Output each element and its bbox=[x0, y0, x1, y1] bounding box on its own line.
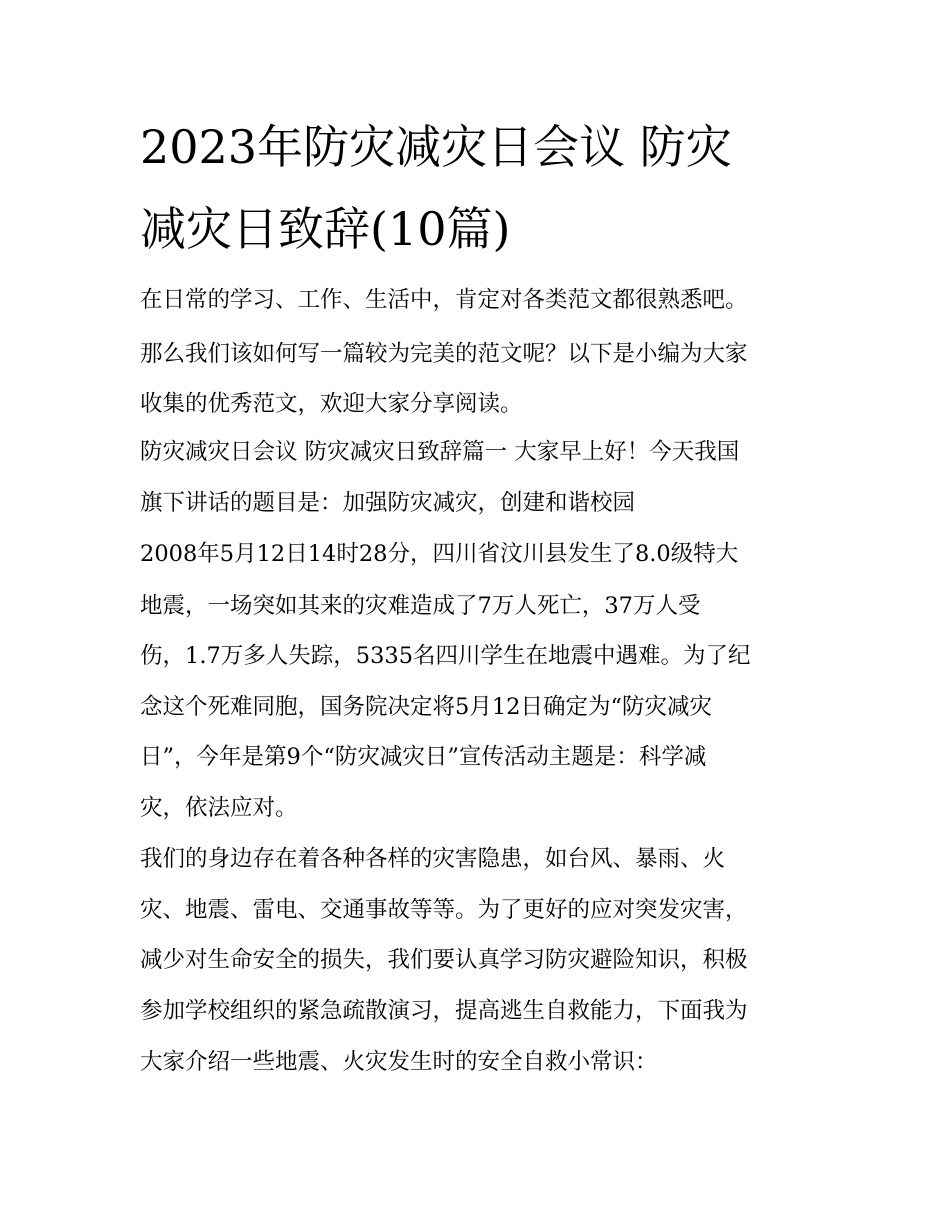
body-line: 减少对生命安全的损失，我们要认真学习防灾避险知识，积极 bbox=[140, 947, 748, 973]
body-line: 参加学校组织的紧急疏散演习，提高逃生自救能力，下面我为 bbox=[140, 998, 748, 1024]
document-title-line-1: 2023年防灾减灾日会议 防灾 bbox=[140, 120, 732, 174]
body-line: 2008年5月12日14时28分，四川省汶川县发生了8.0级特大 bbox=[140, 541, 739, 567]
body-line: 灾、地震、雷电、交通事故等等。为了更好的应对突发灾害， bbox=[140, 897, 748, 923]
body-line: 那么我们该如何写一篇较为完美的范文呢？以下是小编为大家 bbox=[140, 341, 748, 367]
document-title-line-2: 减灾日致辞(10篇) bbox=[140, 202, 511, 256]
body-line: 地震，一场突如其来的灾难造成了7万人死亡，37万人受 bbox=[140, 593, 701, 619]
body-line: 大家介绍一些地震、火灾发生时的安全自救小常识： bbox=[140, 1049, 658, 1075]
body-line: 防灾减灾日会议 防灾减灾日致辞篇一 大家早上好！今天我国 bbox=[140, 439, 740, 465]
body-line: 收集的优秀范文，欢迎大家分享阅读。 bbox=[140, 391, 523, 417]
body-line: 在日常的学习、工作、生活中，肯定对各类范文都很熟悉吧。 bbox=[140, 287, 748, 313]
body-line: 灾，依法应对。 bbox=[140, 795, 298, 821]
body-line: 念这个死难同胞，国务院决定将5月12日确定为“防灾减灾 bbox=[140, 694, 712, 720]
body-line: 日”，今年是第9个“防灾减灾日”宣传活动主题是：科学减 bbox=[140, 744, 707, 770]
body-line: 旗下讲话的题目是：加强防灾减灾，创建和谐校园 bbox=[140, 490, 636, 516]
body-line: 伤，1.7万多人失踪，5335名四川学生在地震中遇难。为了纪 bbox=[140, 643, 751, 669]
body-line: 我们的身边存在着各种各样的灾害隐患，如台风、暴雨、火 bbox=[140, 846, 726, 872]
